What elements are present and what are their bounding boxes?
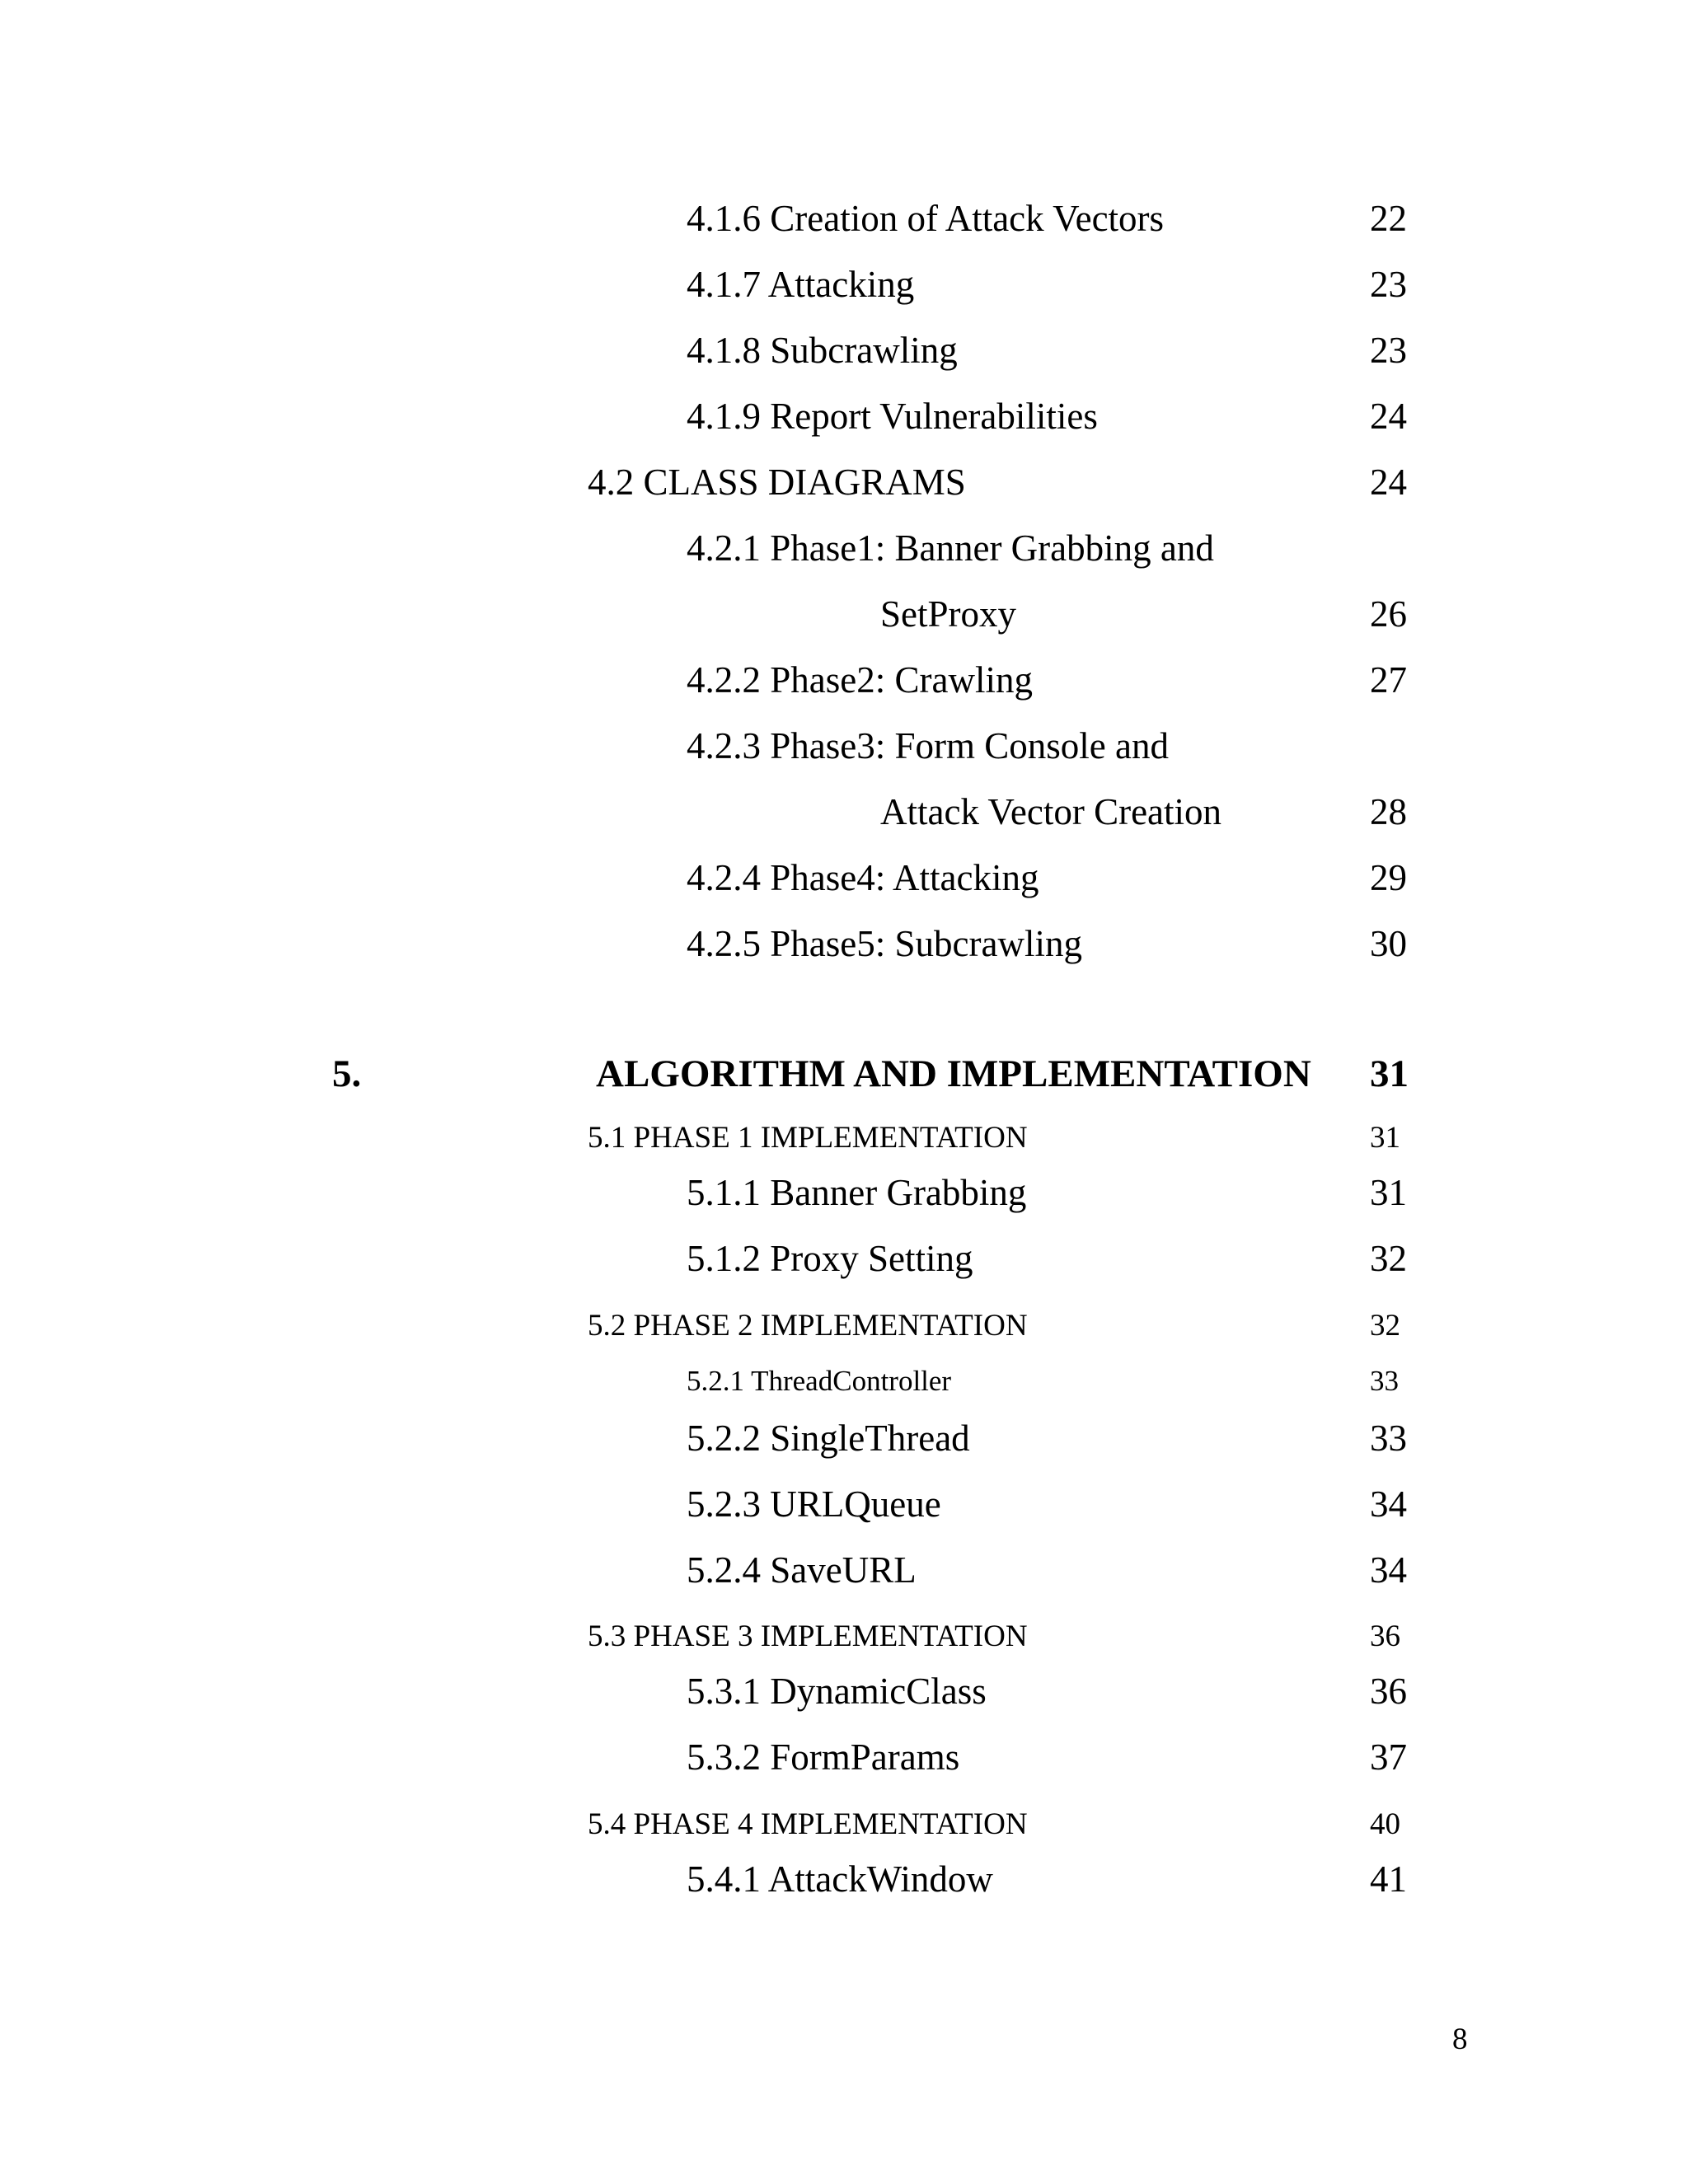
toc-entry-title-continued: SetProxy bbox=[880, 593, 1017, 635]
toc-section-title: 5.4 PHASE 4 IMPLEMENTATION bbox=[588, 1807, 1028, 1841]
toc-entry-title: 4.2.2 Phase2: Crawling bbox=[687, 659, 1033, 701]
toc-entry-page: 37 bbox=[1370, 1736, 1407, 1778]
toc-section-title: 5.2 PHASE 2 IMPLEMENTATION bbox=[588, 1309, 1028, 1343]
chapter-title: ALGORITHM AND IMPLEMENTATION bbox=[596, 1052, 1311, 1095]
toc-entry-page: 31 bbox=[1370, 1121, 1400, 1155]
toc-entry-title: 5.3.2 FormParams bbox=[687, 1736, 960, 1778]
toc-entry-title: 4.2.3 Phase3: Form Console and bbox=[687, 725, 1169, 766]
toc-entry-title: 5.2.3 URLQueue bbox=[687, 1483, 941, 1525]
chapter-number: 5. bbox=[332, 1052, 362, 1095]
toc-entry-title: 4.1.9 Report Vulnerabilities bbox=[687, 396, 1098, 437]
toc-entry-title: 5.2.2 SingleThread bbox=[687, 1418, 970, 1459]
toc-entry-page: 23 bbox=[1370, 264, 1407, 305]
toc-entry-page: 33 bbox=[1370, 1418, 1407, 1459]
toc-entry-title: 4.2.4 Phase4: Attacking bbox=[687, 857, 1039, 898]
toc-entry-title-continued: Attack Vector Creation bbox=[880, 791, 1222, 832]
toc-entry-title: 4.1.8 Subcrawling bbox=[687, 330, 958, 371]
toc-entry-page: 34 bbox=[1370, 1483, 1407, 1525]
toc-entry-title: 5.1.1 Banner Grabbing bbox=[687, 1172, 1027, 1213]
toc-entry-page: 32 bbox=[1370, 1238, 1407, 1279]
page-number: 8 bbox=[1452, 2022, 1468, 2056]
toc-entry-page: 41 bbox=[1370, 1858, 1407, 1900]
toc-entry-page: 22 bbox=[1370, 198, 1407, 239]
toc-entry-page: 24 bbox=[1370, 462, 1407, 503]
toc-entry-page: 32 bbox=[1370, 1309, 1400, 1343]
toc-entry-page: 40 bbox=[1370, 1807, 1400, 1841]
toc-section-title: 5.3 PHASE 3 IMPLEMENTATION bbox=[588, 1619, 1028, 1653]
toc-entry-title: 5.4.1 AttackWindow bbox=[687, 1858, 993, 1900]
chapter-page: 31 bbox=[1370, 1052, 1409, 1095]
toc-entry-page: 27 bbox=[1370, 659, 1407, 701]
toc-entry-page: 29 bbox=[1370, 857, 1407, 898]
toc-entry-page: 36 bbox=[1370, 1619, 1400, 1653]
toc-entry-title: 4.2.5 Phase5: Subcrawling bbox=[687, 923, 1082, 964]
toc-entry-page: 34 bbox=[1370, 1549, 1407, 1591]
toc-section-title: 5.1 PHASE 1 IMPLEMENTATION bbox=[588, 1121, 1028, 1155]
toc-entry-page: 36 bbox=[1370, 1671, 1407, 1712]
toc-entry-title: 5.2.4 SaveURL bbox=[687, 1549, 917, 1591]
toc-entry-title: 4.1.7 Attacking bbox=[687, 264, 915, 305]
toc-entry-page: 28 bbox=[1370, 791, 1407, 832]
toc-entry-page: 24 bbox=[1370, 396, 1407, 437]
toc-entry-page: 26 bbox=[1370, 593, 1407, 635]
toc-entry-title: 5.2.1 ThreadController bbox=[687, 1365, 952, 1397]
toc-entry-title: 5.1.2 Proxy Setting bbox=[687, 1238, 973, 1279]
toc-section-title: 4.2 CLASS DIAGRAMS bbox=[588, 462, 966, 503]
toc-entry-title: 4.2.1 Phase1: Banner Grabbing and bbox=[687, 527, 1214, 569]
toc-entry-page: 33 bbox=[1370, 1365, 1399, 1397]
toc-entry-title: 5.3.1 DynamicClass bbox=[687, 1671, 987, 1712]
toc-entry-title: 4.1.6 Creation of Attack Vectors bbox=[687, 198, 1165, 239]
toc-entry-page: 23 bbox=[1370, 330, 1407, 371]
toc-entry-page: 30 bbox=[1370, 923, 1407, 964]
toc-entry-page: 31 bbox=[1370, 1172, 1407, 1213]
